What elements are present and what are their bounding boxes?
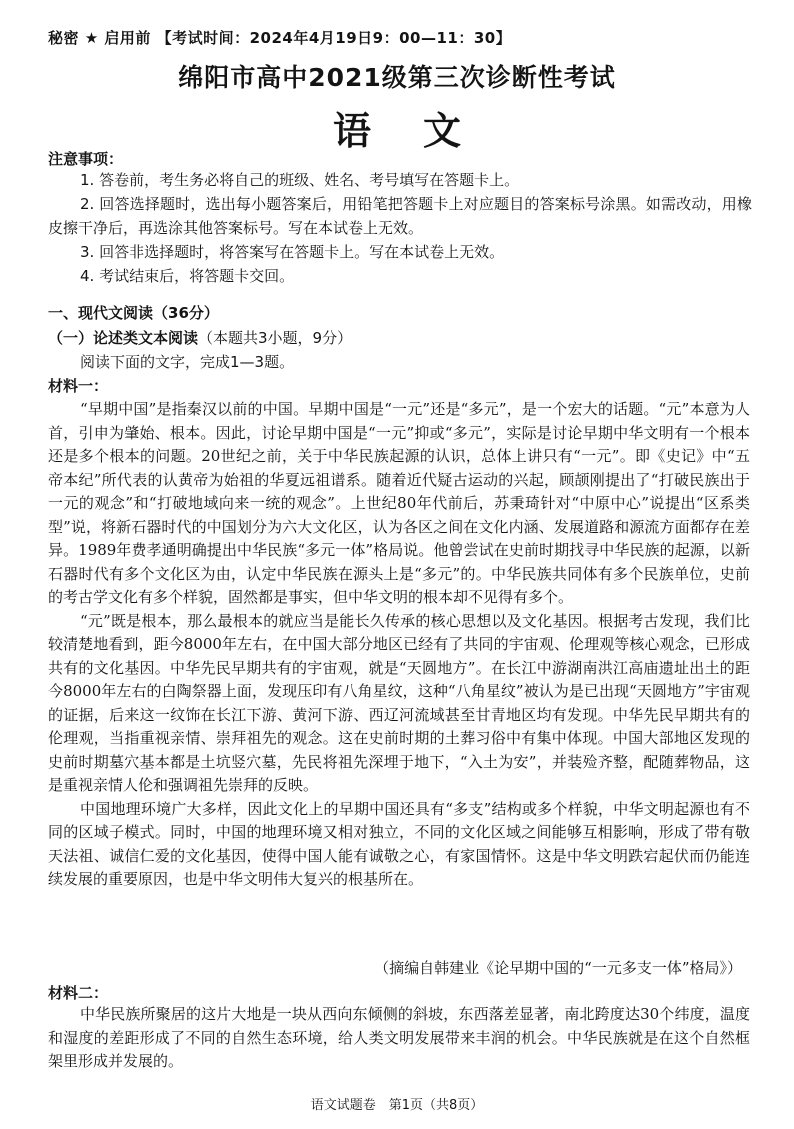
note-item: 4. 考试结束后，将答题卡交回。 (80, 267, 295, 285)
subsection-detail: （本题共3小题，9分） (198, 329, 353, 347)
subsection-label: （一）论述类文本阅读 (48, 329, 199, 347)
material2-text (48, 1003, 750, 1074)
material1-text (48, 398, 750, 892)
note-item: 3. 回答非选择题时，将答案写在答题卡上。写在本试卷上无效。 (80, 243, 505, 261)
subject-title: 语文 (332, 109, 513, 153)
material1-paragraph: 中国地理环境广大多样，因此文化上的早期中国还具有“多支”结构或多个样貌，中华文明起源也有不同的区域子模式。同时，中国的地理环境又相对独立，不同的文化区域之间能够互相影响，形成了带有敬天法祖、诚信仁爱的文化基因，使得中国人能有诚敬之心，有家国情怀。这是中华文明跌宕起伏而仍能连续发展的重要原因，也是中华文明伟大复兴的根基所在。 (48, 799, 750, 888)
page-footer: 语文试题卷 第1页（共8页） (310, 1098, 484, 1113)
section-heading: 一、现代文阅读（36分） (48, 304, 219, 322)
material1-paragraph: “元”既是根本，那么最根本的就应当是能长久传承的核心思想以及文化基因。根据考古发现，我们比较清楚地看到，距今8000年左右，在中国大部分地区已经有了共同的宇宙观、伦理观等核心观念，已形成共有的文化基因。中华先民早期共有的宇宙观，就是“天圆地方”。在长江中游湖南洪江高庙遗址出土的距今8000年左右的白陶祭器上面，发现压印有八角星纹，这种“八角星纹”被认为是已出现“天圆地方”宇宙观的证据，后来这一纹饰在长江下游、黄河下游、西辽河流域甚至甘青地区均有发现。中华先民早期共有的伦理观，当指重视亲情、崇拜祖先的观念。这在史前时期的土葬习俗中有集中体现。中国大部地区发现的史前时期墓穴基本都是土坑竖穴墓，先民将祖先深埋于地下，“入土为安”，并装殓齐整，配随葬物品，这是重视亲情人伦和强调祖先崇拜的反映。 (48, 611, 750, 794)
notes-list (48, 168, 752, 288)
subsection-heading (48, 327, 352, 348)
note-item: 1. 答卷前，考生务必将自己的班级、姓名、考号填写在答题卡上。 (80, 171, 520, 189)
material2-label: 材料二： (48, 984, 109, 1002)
material2-paragraph: 中华民族所聚居的这片大地是一块从西向东倾侧的斜坡，东西落差显著，南北跨度达30个纬度，温度和湿度的差距形成了不同的自然生态环境，给人类文明发展带来丰润的机会。中华民族就是在这个自然框架里形成并发展的。 (48, 1005, 750, 1070)
material1-paragraph: “早期中国”是指秦汉以前的中国。早期中国是“一元”还是“多元”，是一个宏大的话题。“元”本意为人首，引申为肇始、根本。因此，讨论早期中国是“一元”抑或“多元”，实际是讨论早期中华文明有一个根本还是多个根本的问题。20世纪之前，关于中华民族起源的认识，总体上讲只有“一元”。即《史记》中“五帝本纪”所代表的认黄帝为始祖的华夏远祖谱系。随着近代疑古运动的兴起，顾颉刚提出了“打破民族出于一元的观念”和“打破地域向来一统的观念”。上世纪80年代前后，苏秉琦针对“中原中心”说提出“区系类型”说，将新石器时代的中国划分为六大文化区，认为各区之间在文化内涵、发展道路和源流方面都存在差异。1989年费孝通明确提出中华民族“多元一体”格局说。他曾尝试在史前时期找寻中华民族的起源，以新石器时代有多个文化区为由，认定中华民族在源头上是“多元”的。中华民族共同体有多个民族单位，史前的考古学文化有多个样貌，固然都是事实，但中华文明的根本却不见得有多个。 (48, 400, 750, 606)
exam-title: 绵阳市高中2021级第三次诊断性考试 (178, 63, 616, 92)
material1-label: 材料一： (48, 377, 109, 395)
note-item: 2. 回答选择题时，选出每小题答案后，用铅笔把答题卡上对应题目的答案标号涂黑。如需改动，用橡皮擦干净后，再选涂其他答案标号。写在本试卷上无效。 (48, 195, 752, 237)
confidential-line: 秘密 ★ 启用前 【考试时间：2024年4月19日9：00—11：30】 (48, 29, 512, 47)
material1-citation: （摘编自韩建业《论早期中国的“一元多支一体”格局》） (374, 959, 742, 977)
notes-heading: 注意事项： (48, 150, 124, 168)
reading-instruction: 阅读下面的文字，完成1—3题。 (80, 353, 295, 371)
